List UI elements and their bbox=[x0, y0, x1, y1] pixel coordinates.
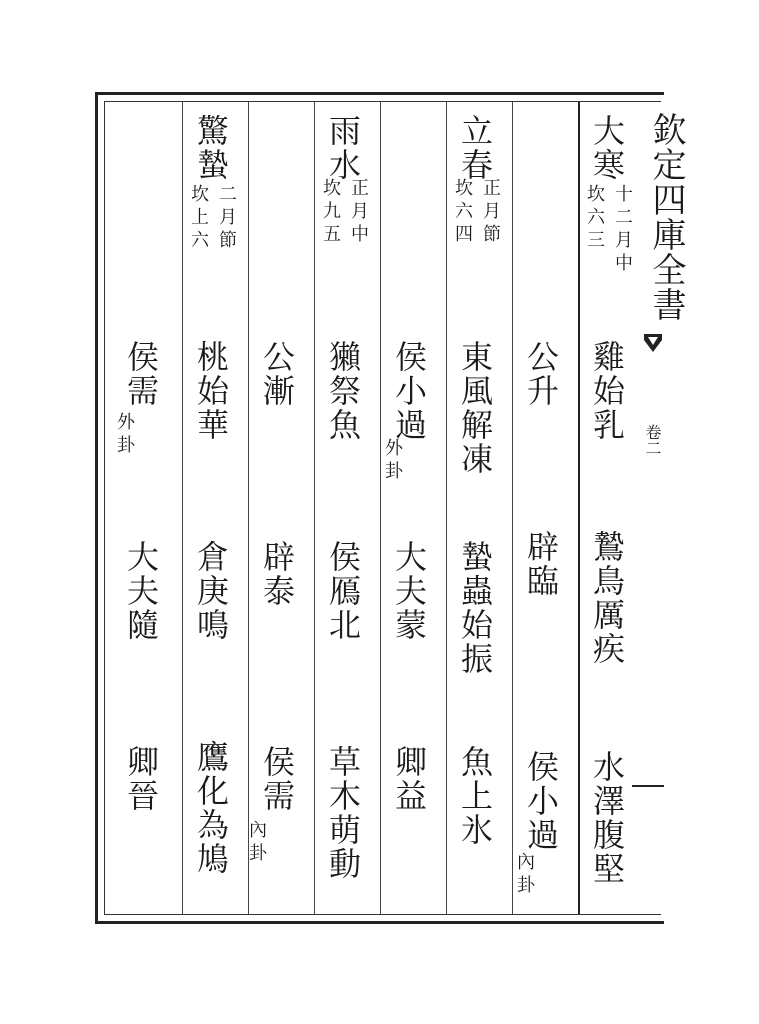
phenomenon-2: 倉庚鳴 bbox=[192, 540, 230, 642]
term-note-hexagram: 坎六三 bbox=[584, 184, 605, 253]
hexagram-column bbox=[377, 100, 443, 920]
phenomenon-1: 獺祭魚 bbox=[324, 340, 362, 442]
hexagram-column bbox=[113, 100, 179, 920]
solar-term: 大寒 bbox=[588, 114, 626, 182]
hexagram-2: 大夫蒙 bbox=[390, 540, 428, 642]
term-note-month: 正月中 bbox=[348, 178, 369, 247]
phenomenon-1: 東風解凍 bbox=[456, 340, 494, 476]
hexagram-1: 公漸 bbox=[258, 340, 296, 408]
hexagram-2: 辟泰 bbox=[258, 540, 296, 608]
term-note-month: 二月節 bbox=[216, 184, 237, 253]
solar-term-column bbox=[575, 100, 641, 920]
hexagram-3: 卿晉 bbox=[122, 745, 160, 813]
hexagram-sub-note: 內卦 bbox=[246, 820, 267, 866]
hexagram-sub-note: 外卦 bbox=[382, 438, 403, 484]
phenomenon-2: 鷙鳥厲疾 bbox=[588, 530, 626, 666]
phenomenon-1: 雞始乳 bbox=[588, 340, 626, 442]
phenomenon-2: 蟄蟲始振 bbox=[456, 540, 494, 676]
phenomenon-1: 桃始華 bbox=[192, 340, 230, 442]
hexagram-3: 侯需 bbox=[258, 745, 296, 813]
term-note-hexagram: 坎九五 bbox=[320, 178, 341, 247]
hexagram-sub-note: 外卦 bbox=[114, 412, 135, 458]
phenomenon-3: 草木萌動 bbox=[324, 745, 362, 881]
hexagram-sub-note: 內卦 bbox=[514, 852, 535, 898]
book-title: 欽定四庫全書 bbox=[646, 112, 686, 322]
hexagram-3: 侯小過 bbox=[522, 750, 560, 852]
hexagram-2: 大夫隨 bbox=[122, 540, 160, 642]
solar-term-column bbox=[311, 100, 377, 920]
solar-term: 立春 bbox=[456, 114, 494, 182]
solar-term-column bbox=[179, 100, 245, 920]
hexagram-1: 侯小過 bbox=[390, 340, 428, 442]
solar-term: 雨水 bbox=[324, 114, 362, 182]
hexagram-1: 公升 bbox=[522, 340, 560, 408]
term-note-hexagram: 坎上六 bbox=[188, 184, 209, 253]
term-note-month: 正月節 bbox=[480, 178, 501, 247]
hexagram-column bbox=[509, 100, 575, 920]
term-note-month: 十二月中 bbox=[612, 184, 633, 276]
solar-term: 驚蟄 bbox=[192, 114, 230, 182]
term-note-hexagram: 坎六四 bbox=[452, 178, 473, 247]
fish-tail-mark-icon bbox=[642, 332, 664, 360]
volume-label: 卷二 bbox=[643, 424, 662, 456]
hexagram-2: 辟臨 bbox=[522, 530, 560, 598]
hexagram-1: 侯需 bbox=[122, 340, 160, 408]
phenomenon-3: 鷹化為鳩 bbox=[192, 740, 230, 876]
hexagram-column bbox=[245, 100, 311, 920]
solar-term-column bbox=[443, 100, 509, 920]
hexagram-3: 卿益 bbox=[390, 745, 428, 813]
phenomenon-2: 侯鴈北 bbox=[324, 540, 362, 642]
phenomenon-3: 魚上氷 bbox=[456, 745, 494, 847]
phenomenon-3: 水澤腹堅 bbox=[588, 750, 626, 886]
